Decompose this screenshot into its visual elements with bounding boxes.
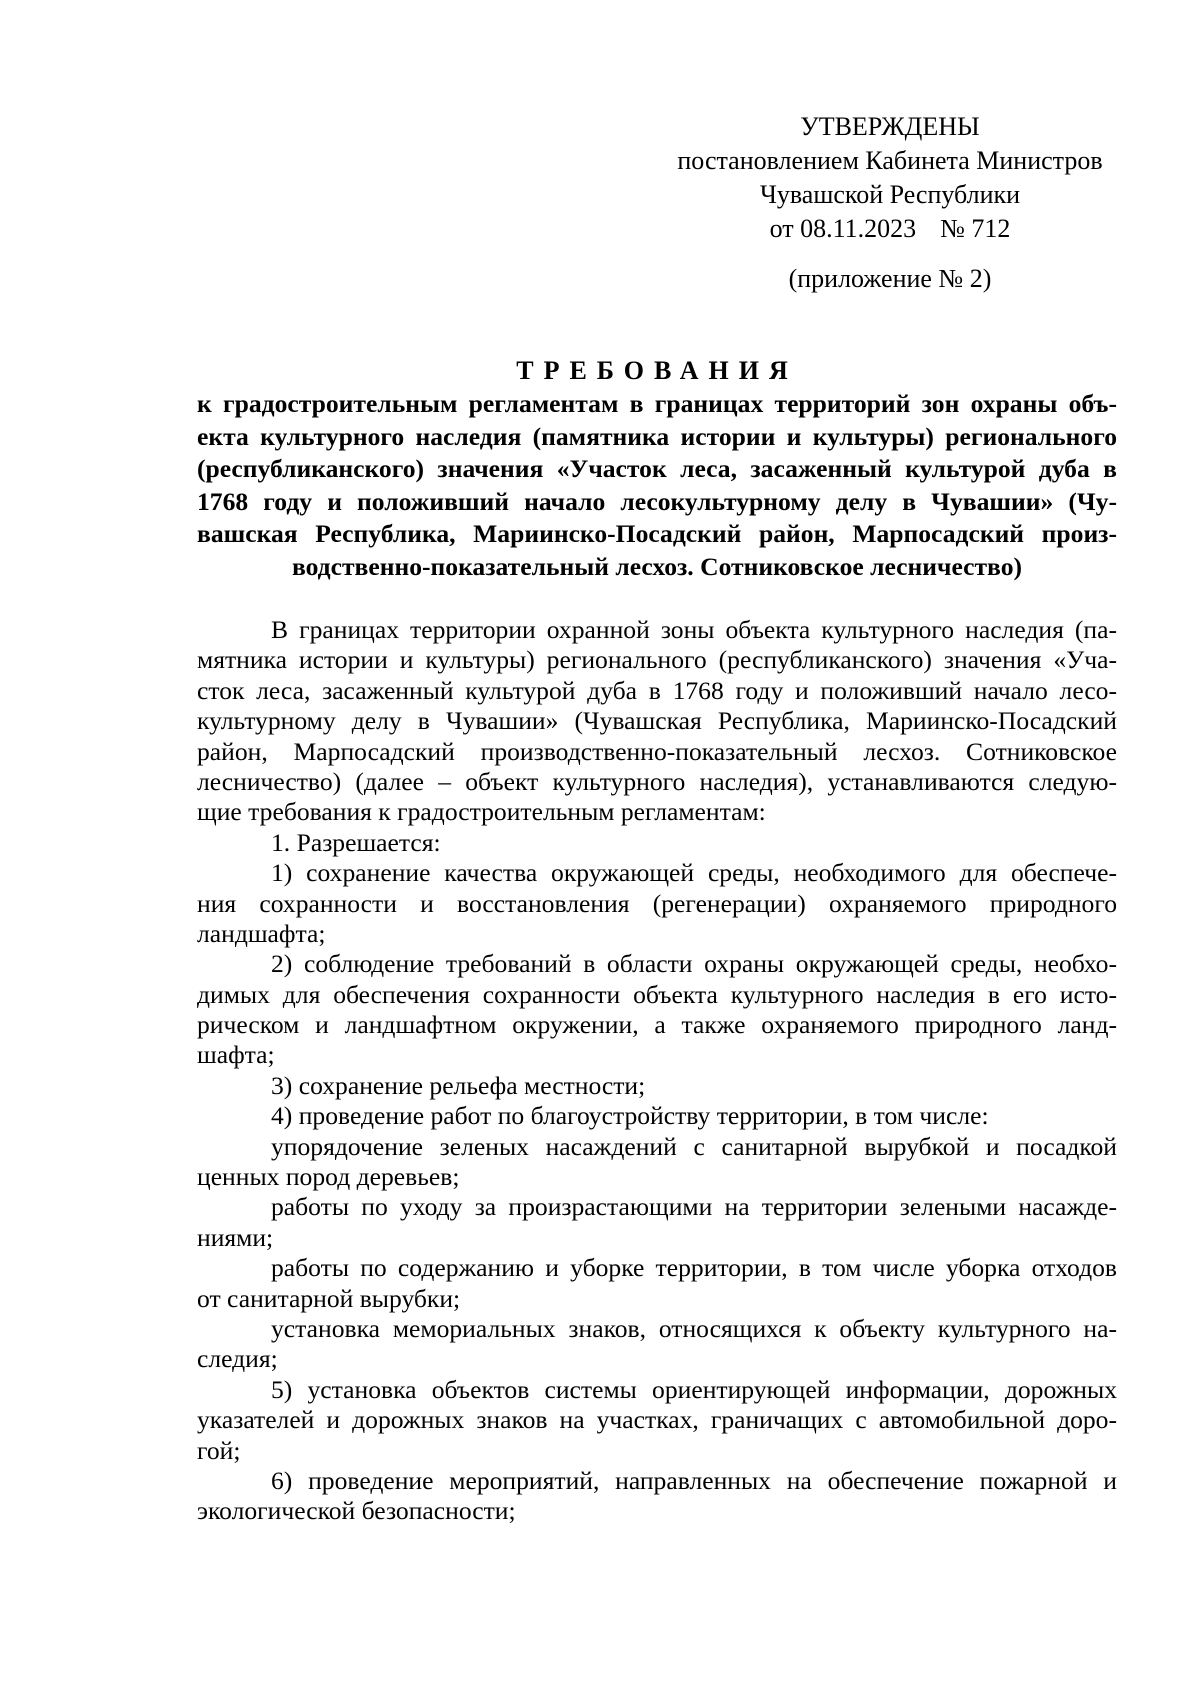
appendix-label: (приложение № 2) — [788, 264, 992, 293]
approval-date: от 08.11.2023 — [769, 214, 917, 243]
body-text — [197, 615, 1117, 1527]
list-item-line: шафта; — [197, 1040, 275, 1070]
list-item-line: указателей и дорожных знаков на участках, граничащих с автомобильной доро- — [197, 1405, 1117, 1435]
list-item-line: димых для обеспечения сохранности объекта культурного наследия в его исто- — [197, 979, 1117, 1009]
subtitle-line: екта культурного наследия (памятника истории и культуры) регионального — [197, 421, 1117, 451]
paragraph-line: культурному делу в Чувашии» (Чувашская Республика, Мариинско-Посадский — [197, 706, 1117, 736]
sub-item-line: ценных пород деревьев; — [197, 1162, 460, 1192]
list-item-line: 2) соблюдение требований в области охраны окружающей среды, необхо- — [271, 949, 1117, 979]
list-item-line: 6) проведение мероприятий, направленных на обеспечение пожарной и — [271, 1465, 1117, 1495]
list-item-line: 5) установка объектов системы ориентирующей информации, дорожных — [271, 1374, 1117, 1404]
approval-heading: УТВЕРЖДЕНЫ — [800, 112, 980, 141]
paragraph-line: лесничество) (далее – объект культурного наследия), устанавливаются следую- — [197, 766, 1117, 796]
subtitle-line: вашская Республика, Мариинско-Посадский район, Марпосадский произ- — [197, 519, 1117, 548]
section-heading: 1. Разрешается: — [271, 827, 441, 857]
sub-item-line: работы по содержанию и уборке территории, в том числе уборка отходов — [271, 1253, 1117, 1283]
paragraph-line: мятника истории и культуры) регионального (республиканского) значения «Уча- — [197, 645, 1117, 675]
list-item-line: 4) проведение работ по благоустройству территории, в том числе: — [271, 1101, 989, 1131]
sub-item-line: установка мемориальных знаков, относящихся к объекту культурного на- — [271, 1313, 1117, 1343]
sub-item-line: от санитарной вырубки; — [197, 1283, 461, 1313]
document-title: ТРЕБОВАНИЯ — [516, 356, 798, 385]
list-item-line: 1) сохранение качества окружающей среды, необходимого для обеспече- — [271, 858, 1117, 888]
sub-item-line: работы по уходу за произрастающими на территории зелеными насажде- — [271, 1192, 1117, 1222]
subtitle-line: 1768 году и положивший начало лесокультурному делу в Чувашии» (Чу- — [197, 486, 1117, 516]
subtitle-line: водственно-показательный лесхоз. Сотниковское лесничество) — [291, 551, 1023, 581]
document-subtitle — [197, 388, 1117, 583]
sub-item-line: упорядочение зеленых насаждений с санитарной вырубкой и посадкой — [271, 1131, 1117, 1161]
subtitle-line: (республиканского) значения «Участок леса, засаженный культурой дуба в — [197, 454, 1117, 483]
paragraph-line: щие требования к градостроительным регламентам: — [197, 797, 766, 827]
approval-republic: Чувашской Республики — [759, 180, 1021, 209]
paragraph-line: район, Марпосадский производственно-показательный лесхоз. Сотниковское — [197, 736, 1117, 766]
sub-item-line: ниями; — [197, 1222, 274, 1252]
paragraph-line: сток леса, засаженный культурой дуба в 1768 году и положивший начало лесо- — [197, 675, 1117, 705]
approval-block — [640, 110, 1140, 246]
list-item-line: гой; — [197, 1435, 241, 1465]
sub-item-line: следия; — [197, 1344, 278, 1374]
list-item-line: ландшафта; — [197, 918, 326, 948]
list-item-line: рическом и ландшафтном окружении, а также охраняемого природного ланд- — [197, 1010, 1117, 1040]
list-item-line: 3) сохранение рельефа местности; — [271, 1070, 646, 1100]
approval-resolution: постановлением Кабинета Министров — [677, 146, 1103, 175]
subtitle-line: к градостроительным регламентам в границах территорий зон охраны объ- — [197, 389, 1117, 418]
list-item-line: ния сохранности и восстановления (регенерации) охраняемого природного — [197, 888, 1117, 918]
approval-date-line — [640, 212, 1140, 246]
paragraph-line: В границах территории охранной зоны объекта культурного наследия (па- — [271, 615, 1117, 644]
approval-number: № 712 — [940, 214, 1011, 243]
list-item-line: экологической безопасности; — [197, 1496, 516, 1526]
